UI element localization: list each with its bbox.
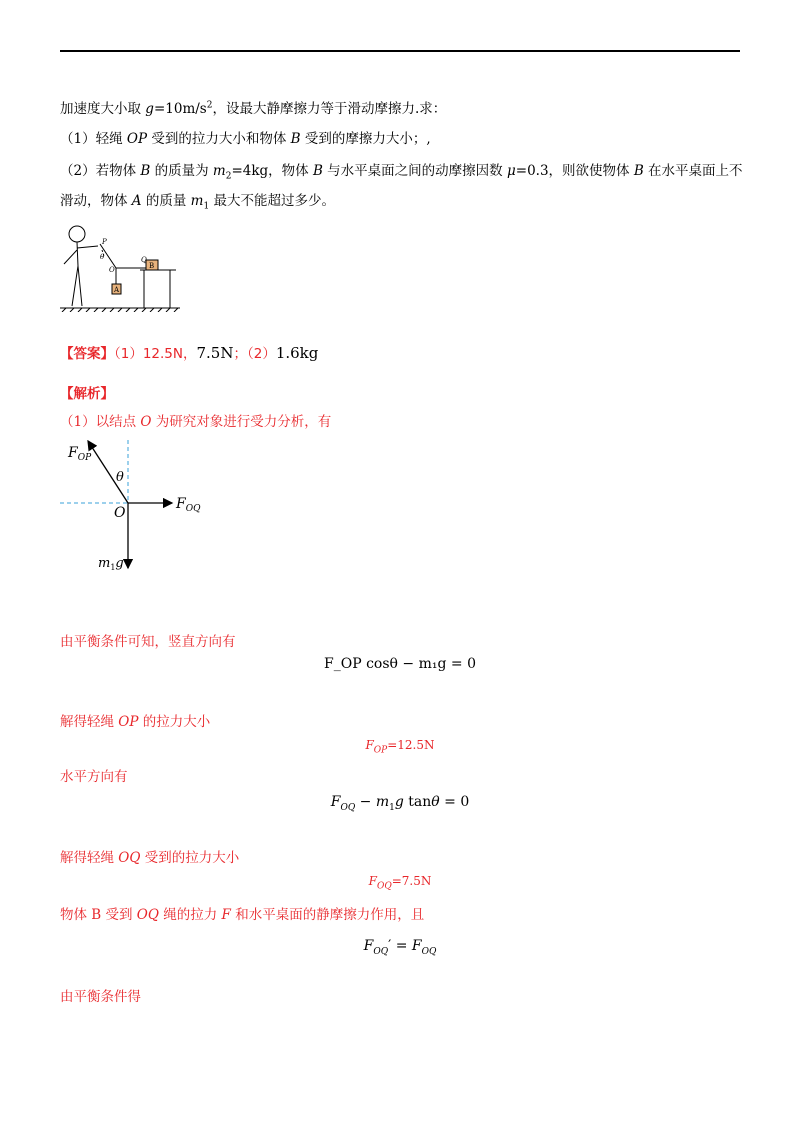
solve-op-i: OP [118, 714, 139, 730]
res-oq-val: =7.5N [391, 874, 432, 888]
label-b: B [149, 262, 155, 270]
q2-text: =4kg，物体 [231, 163, 313, 179]
q1-text: （1）轻绳 [60, 131, 127, 147]
solve-op [60, 710, 210, 730]
q2-text: 最大不能超过多少。 [209, 193, 335, 209]
ground-hatch [62, 308, 178, 312]
step1-o: O [140, 414, 152, 430]
b-force-oq: OQ [136, 907, 159, 923]
analysis-step1 [60, 410, 331, 430]
question-2-line-2 [60, 189, 335, 212]
b-force [60, 903, 424, 923]
intro-g: g [145, 101, 154, 117]
q1-text: 受到的摩擦力大小；, [300, 131, 431, 147]
q2-m1sub: 1 [203, 201, 210, 212]
analysis-tag: 【解析】 [60, 386, 114, 402]
solution-vertical: 由平衡条件可知，竖直方向有 [60, 634, 236, 650]
q2-text: 与水平桌面之间的动摩擦因数 [322, 163, 507, 179]
res-oq-sub: OQ [376, 881, 392, 892]
answer-part2: 1.6kg [275, 344, 319, 362]
equation-2: $F_{OQ} - m_1g$ tanθ = 0 [330, 794, 470, 813]
result-op [0, 738, 800, 755]
q2-text: 的质量 [141, 193, 191, 209]
equation-3: $F_{OQ}' = F_{OQ}$ [363, 938, 437, 957]
label-fop: $F_{OP}$ [68, 445, 92, 463]
intro-text: =10m/s [153, 101, 207, 117]
q2-text: 滑动，物体 [60, 193, 132, 209]
q2-text: =0.3，则欲使物体 [515, 163, 634, 179]
result-oq [0, 874, 800, 891]
label-o2: O [114, 505, 126, 521]
q2-msub: 2 [225, 171, 232, 182]
label-a: A [114, 286, 120, 294]
q2-text: 在水平桌面上不 [643, 163, 743, 179]
solve-op-text: 的拉力大小 [138, 714, 211, 730]
res-oq-f: F [368, 874, 377, 888]
solve-op-text: 解得轻绳 [60, 714, 119, 730]
q1-text: 受到的拉力大小和物体 [147, 131, 291, 147]
q2-mu: μ [506, 163, 516, 179]
force-diagram [60, 435, 220, 575]
q2-b: B [633, 163, 644, 179]
person-arm [64, 246, 98, 264]
question-2-line-1 [60, 159, 743, 182]
label-theta: θ [100, 253, 105, 261]
res-op-val: =12.5N [387, 738, 435, 752]
solve-oq-text: 解得轻绳 [60, 850, 119, 866]
q2-m: m [212, 163, 226, 179]
b-force-text: 和水平桌面的静摩擦力作用，且 [230, 907, 425, 923]
answer-part1b: 7.5N [196, 344, 234, 362]
solve-oq-i: OQ [118, 850, 141, 866]
res-op-sub: OP [373, 745, 388, 756]
label-mg: $m_1g$ [98, 556, 124, 572]
q2-b: B [312, 163, 323, 179]
res-op-f: F [365, 738, 374, 752]
step1-text: 为研究对象进行受力分析，有 [151, 414, 332, 430]
b-force-text: 绳的拉力 [158, 907, 222, 923]
answer [60, 342, 318, 362]
q2-text: （2）若物体 [60, 163, 141, 179]
person-body [72, 242, 82, 306]
q2-text: 的质量为 [150, 163, 213, 179]
q2-m1: m [190, 193, 204, 209]
solve-oq-text: 受到的拉力大小 [140, 850, 240, 866]
q2-a: A [131, 193, 142, 209]
label-theta2: θ [116, 470, 124, 485]
rope [100, 244, 146, 268]
q1-b: B [290, 131, 301, 147]
intro-line-1 [60, 97, 446, 117]
label-o: O [109, 266, 115, 274]
question-1 [60, 127, 431, 147]
b-force-text: 物体 B 受到 [60, 907, 137, 923]
setup-figure [60, 220, 180, 312]
intro-exp: 2 [206, 100, 213, 111]
solution-horizontal: 水平方向有 [60, 769, 128, 785]
label-foq: $F_{OQ}$ [176, 496, 201, 514]
solution-final: 由平衡条件得 [60, 989, 141, 1005]
answer-tag: 【答案】 [60, 346, 114, 362]
equation-1: F_OP cosθ − m₁g = 0 [324, 656, 476, 672]
step1-text: （1）以结点 [60, 414, 141, 430]
solve-oq [60, 846, 239, 866]
answer-part1c: ；（2） [233, 346, 276, 362]
label-q: Q [141, 256, 147, 264]
intro-text: 加速度大小取 [60, 101, 146, 117]
table [140, 270, 176, 308]
label-p: P [102, 238, 107, 246]
q1-op: OP [126, 131, 148, 147]
answer-part1: （1）12.5N， [114, 346, 197, 362]
b-force-f: F [221, 907, 231, 923]
intro-text: ，设最大静摩擦力等于滑动摩擦力.求： [212, 101, 447, 117]
q2-b: B [140, 163, 151, 179]
top-rule [60, 50, 740, 52]
person-head [69, 226, 85, 242]
